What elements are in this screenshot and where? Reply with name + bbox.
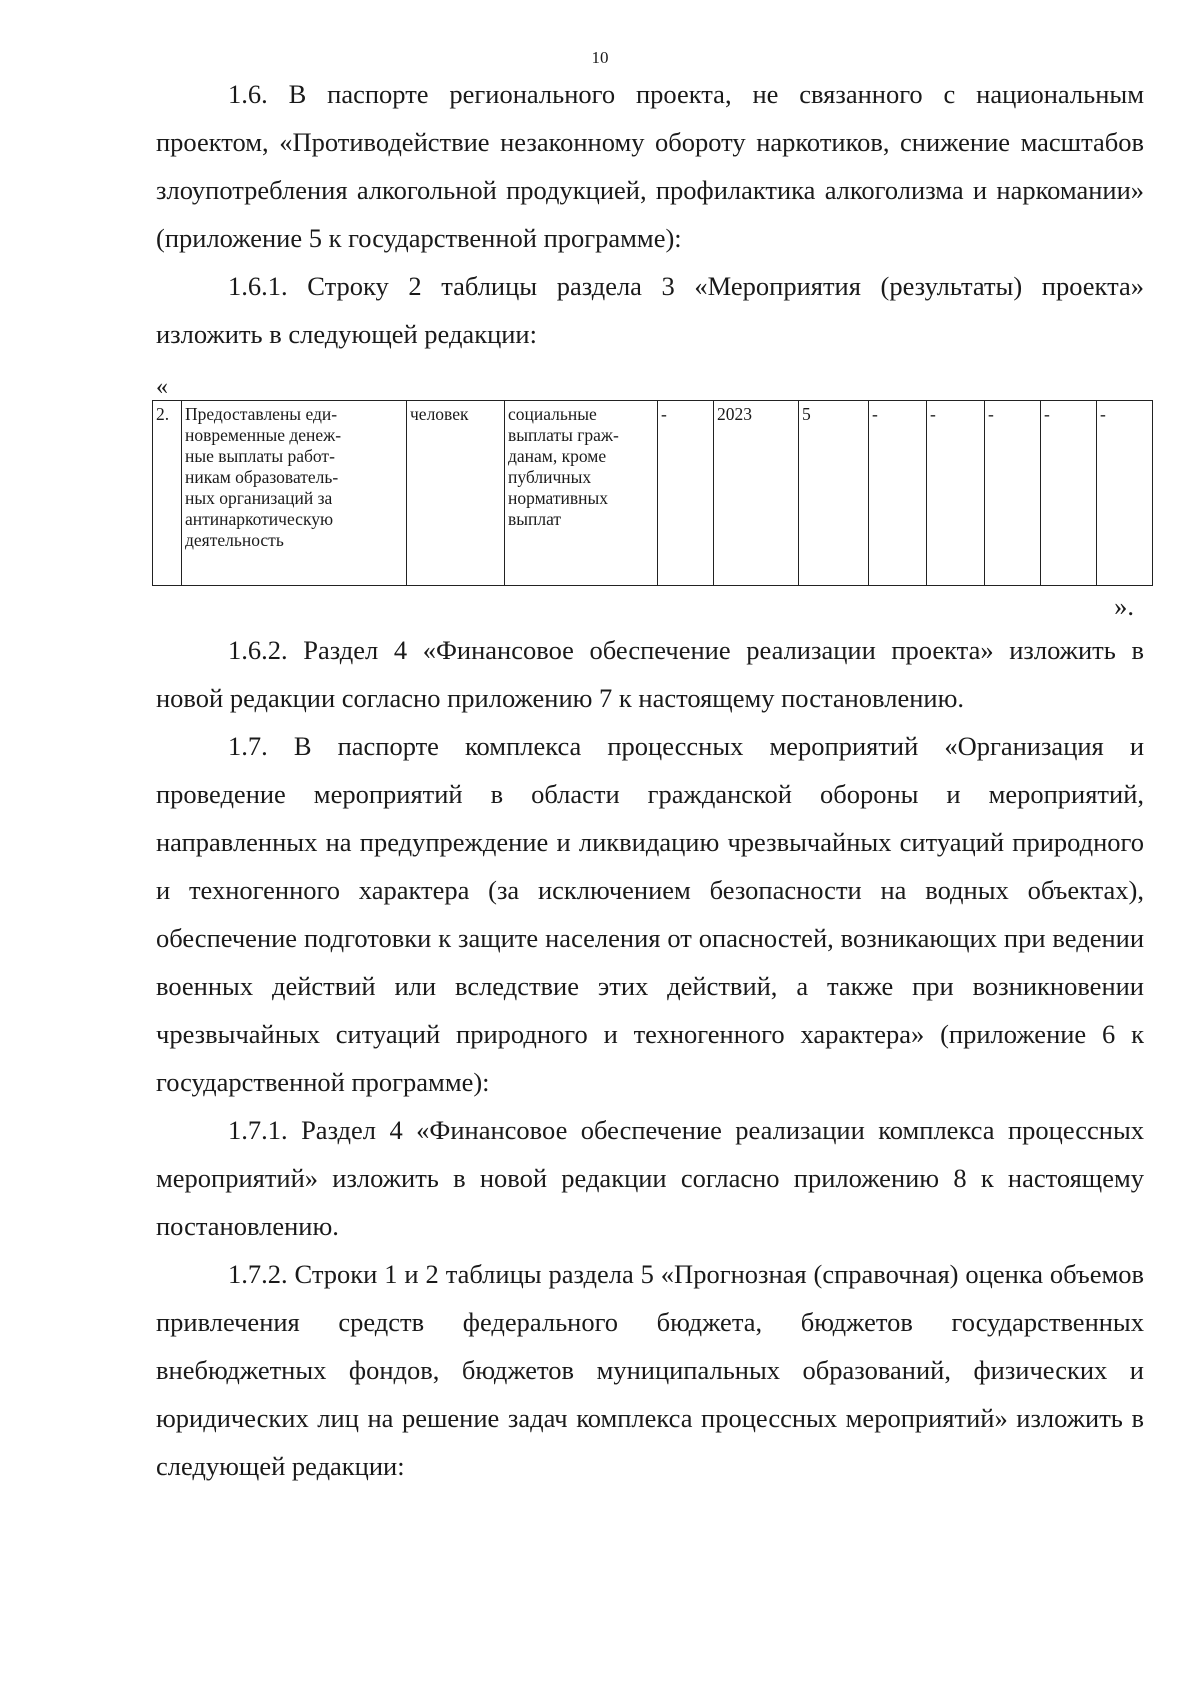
cell-value: 5	[799, 401, 869, 586]
cell-year: 2023	[714, 401, 799, 586]
document-body	[156, 70, 1144, 1490]
cell-base-value: -	[658, 401, 714, 586]
amended-table-row	[152, 400, 1153, 586]
cell-unit: человек	[407, 401, 505, 586]
paragraph-1-6-2: 1.6.2. Раздел 4 «Финансовое обеспечение реализации проекта» изложить в новой редакции согласно приложению 7 к настоящему постановлению.	[156, 635, 1144, 713]
cell-result-type: социальные выплаты граж- данам, кроме публичных нормативных выплат	[505, 401, 658, 586]
cell-year-2: -	[927, 401, 985, 586]
paragraph-1-6: 1.6. В паспорте регионального проекта, не связанного с национальным проектом, «Противодействие незаконному обороту наркотиков, снижение масштабов злоупотребления алкогольной продукцией, профилактика алкоголизма и наркомании» (приложение 5 к государственной программе):	[156, 79, 1144, 253]
page-number: 10	[591, 48, 609, 67]
cell-result-name: Предоставлены еди- новременные денеж- ные выплаты работ- никам образователь- ных организаций за антинаркотическую деятельность	[182, 401, 407, 586]
cell-row-number: 2.	[153, 401, 182, 586]
paragraph-1-7-2: 1.7.2. Строки 1 и 2 таблицы раздела 5 «Прогнозная (справочная) оценка объемов привлечения средств федерального бюджета, бюджетов государственных внебюджетных фондов, бюджетов муниципальных образований, физических и юридических лиц на решение задач комплекса процессных мероприятий» изложить в следующей редакции:	[156, 1259, 1144, 1481]
table-row	[153, 401, 1153, 586]
cell-year-5: -	[1097, 401, 1153, 586]
paragraph-1-7: 1.7. В паспорте комплекса процессных мероприятий «Организация и проведение мероприятий в области гражданской обороны и мероприятий, направленных на предупреждение и ликвидацию чрезвычайных ситуаций природного и техногенного характера (за исключением безопасности на водных объектах), обеспечение подготовки к защите населения от опасностей, возникающих при ведении военных действий или вследствие этих действий, а также при возникновении чрезвычайных ситуаций природного и техногенного характера» (приложение 6 к государственной программе):	[156, 731, 1144, 1097]
cell-year-1: -	[869, 401, 927, 586]
quote-close-mark: ».	[1114, 591, 1134, 621]
paragraph-1-6-1: 1.6.1. Строку 2 таблицы раздела 3 «Мероприятия (результаты) проекта» изложить в следующей редакции:	[156, 271, 1144, 349]
cell-year-3: -	[985, 401, 1041, 586]
quote-open-mark: «	[156, 374, 168, 400]
paragraph-1-7-1: 1.7.1. Раздел 4 «Финансовое обеспечение реализации комплекса процессных мероприятий» изложить в новой редакции согласно приложению 8 к настоящему постановлению.	[156, 1115, 1144, 1241]
cell-year-4: -	[1041, 401, 1097, 586]
